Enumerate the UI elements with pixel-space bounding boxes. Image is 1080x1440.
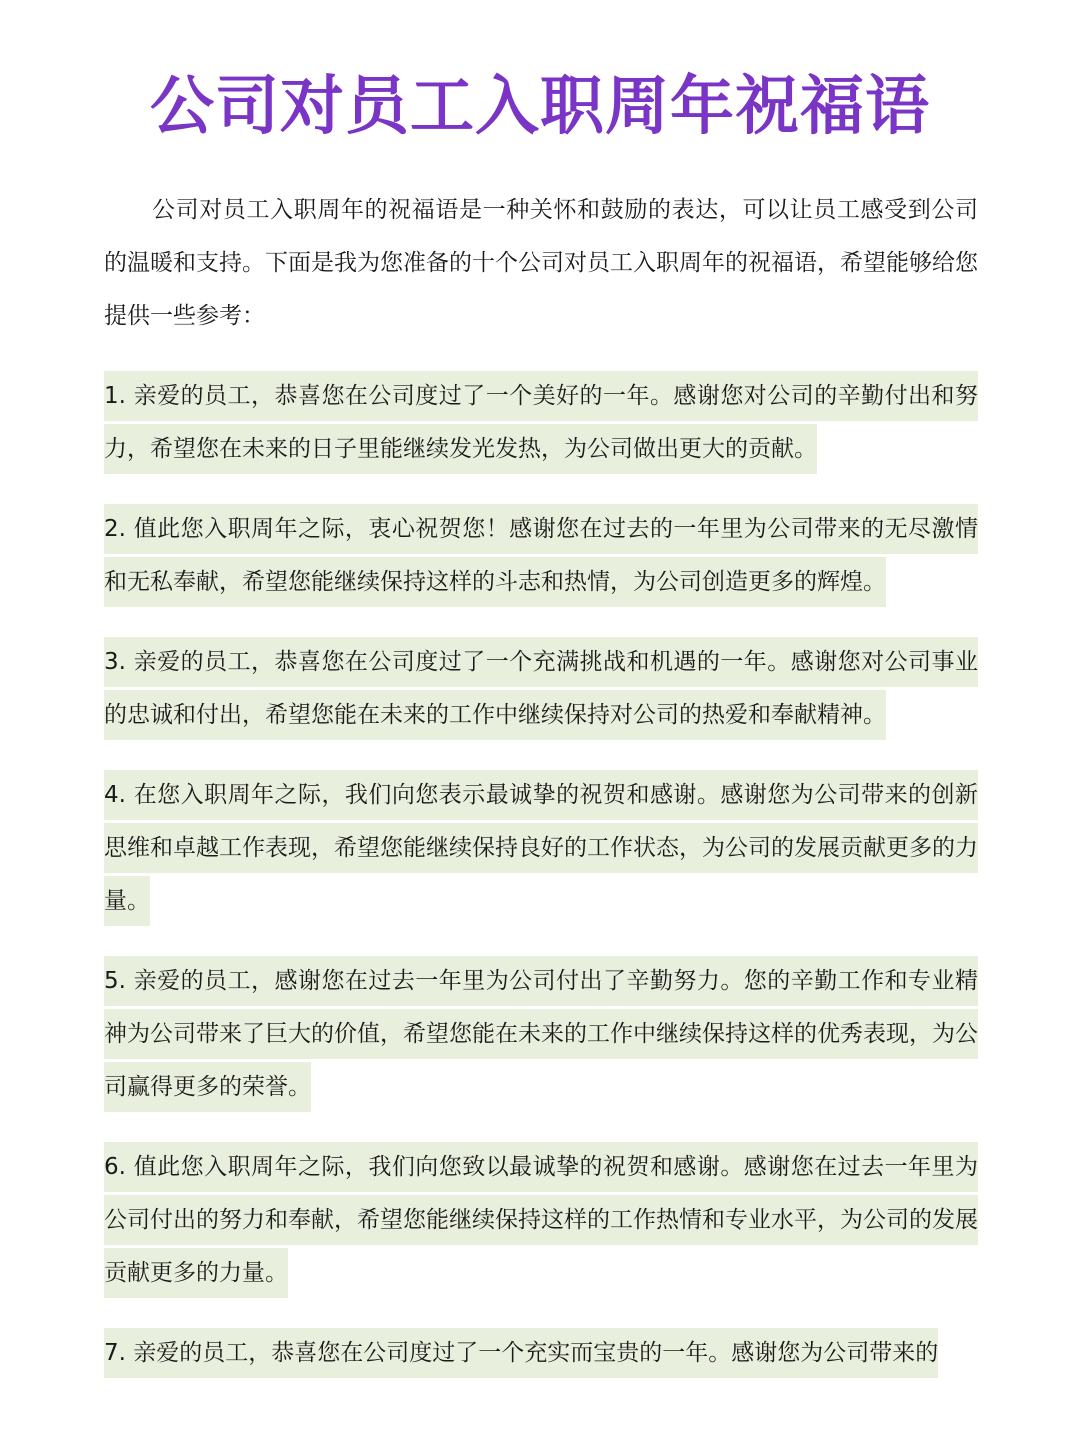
list-item-text: 1. 亲爱的员工，恭喜您在公司度过了一个美好的一年。感谢您对公司的辛勤付出和努力，希望您在未来的日子里能继续发光发热，为公司做出更大的贡献。: [104, 371, 978, 474]
list-item: [104, 769, 978, 928]
list-item: [104, 955, 978, 1114]
page-title: 公司对员工入职周年祝福语: [150, 70, 930, 144]
list-item: [104, 1141, 978, 1300]
list-item-text: 5. 亲爱的员工，感谢您在过去一年里为公司付出了辛勤努力。您的辛勤工作和专业精神为公司带来了巨大的价值，希望您能在未来的工作中继续保持这样的优秀表现，为公司赢得更多的荣誉。: [104, 956, 978, 1112]
intro-paragraph: 公司对员工入职周年的祝福语是一种关怀和鼓励的表达，可以让员工感受到公司的温暖和支持。下面是我为您准备的十个公司对员工入职周年的祝福语，希望能够给您提供一些参考：: [104, 197, 978, 329]
list-item-text: 2. 值此您入职周年之际，衷心祝贺您！感谢您在过去的一年里为公司带来的无尽激情和无私奉献，希望您能继续保持这样的斗志和热情，为公司创造更多的辉煌。: [104, 504, 978, 607]
list-item-text: 3. 亲爱的员工，恭喜您在公司度过了一个充满挑战和机遇的一年。感谢您对公司事业的忠诚和付出，希望您能在未来的工作中继续保持对公司的热爱和奉献精神。: [104, 637, 978, 740]
list-item: [104, 636, 978, 742]
list-item-text: 6. 值此您入职周年之际，我们向您致以最诚挚的祝贺和感谢。感谢您在过去一年里为公司付出的努力和奉献，希望您能继续保持这样的工作热情和专业水平，为公司的发展贡献更多的力量。: [104, 1142, 978, 1298]
list-item: [104, 503, 978, 609]
wishes-list: [104, 370, 978, 1407]
list-item: [104, 370, 978, 476]
list-item-text: 7. 亲爱的员工，恭喜您在公司度过了一个充实而宝贵的一年。感谢您为公司带来的: [104, 1328, 938, 1378]
list-item: [104, 1327, 978, 1380]
list-item-text: 4. 在您入职周年之际，我们向您表示最诚挚的祝贺和感谢。感谢您为公司带来的创新思维和卓越工作表现，希望您能继续保持良好的工作状态，为公司的发展贡献更多的力量。: [104, 770, 978, 926]
